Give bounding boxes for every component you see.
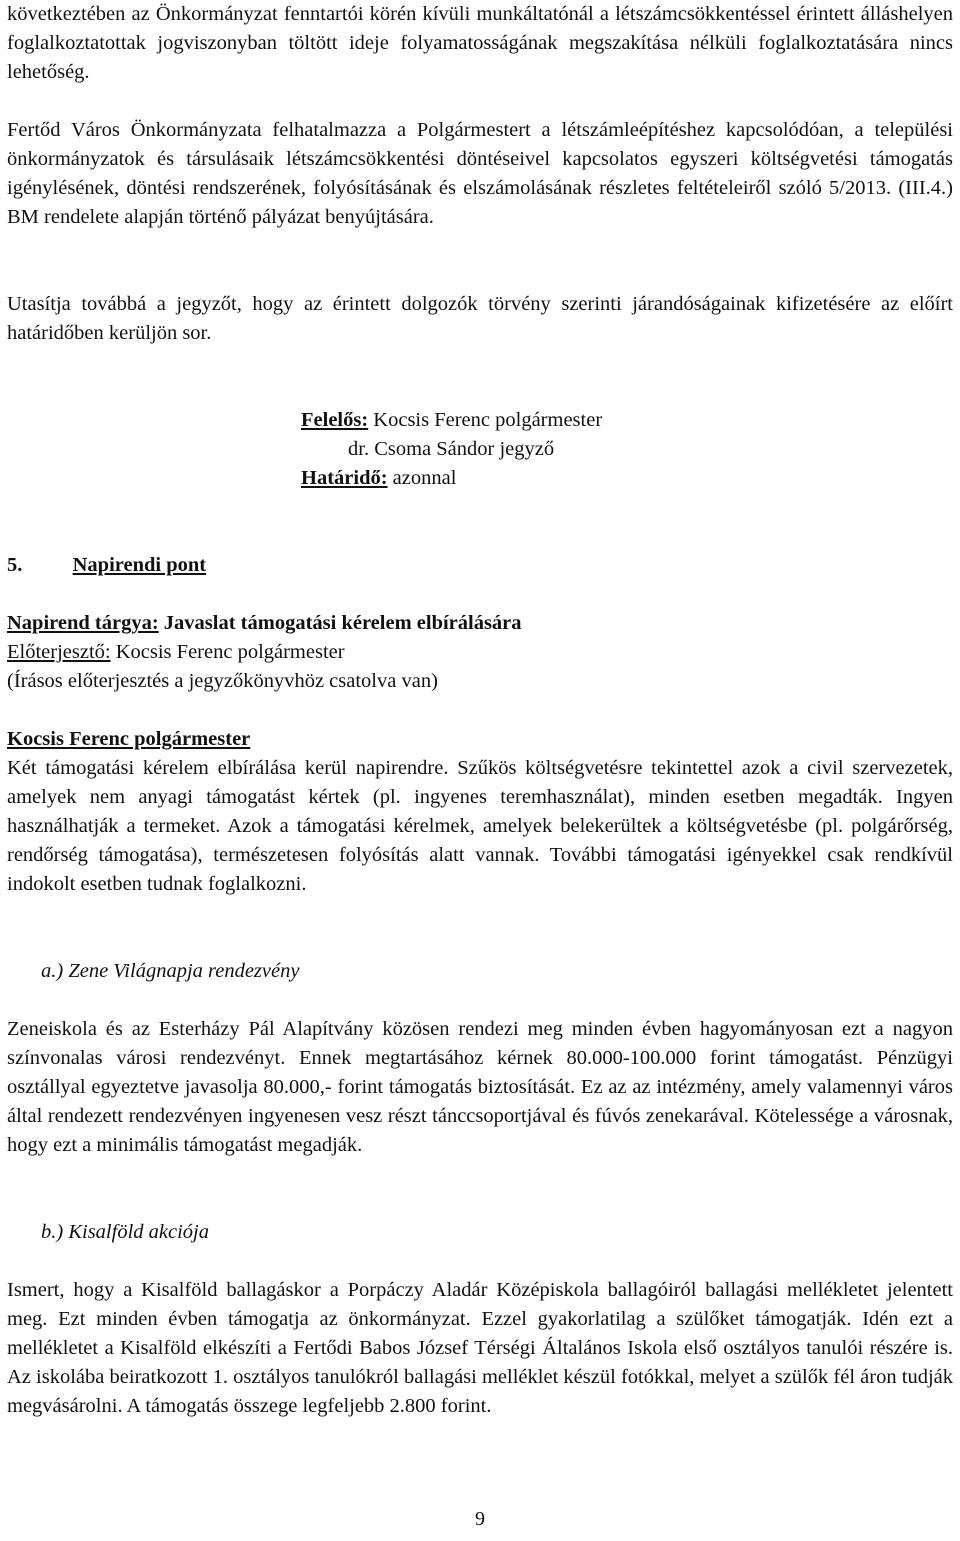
- responsible-line: [301, 406, 602, 435]
- deadline-line: [301, 464, 456, 493]
- item-b-title: Kisalföld akciója: [68, 1221, 209, 1243]
- deadline-label: Határidő:: [301, 467, 388, 489]
- agenda-presenter: [7, 638, 345, 667]
- item-a-title: Zene Világnapja rendezvény: [68, 960, 300, 982]
- page-number: 9: [475, 1508, 485, 1530]
- responsible-name-2: dr. Csoma Sándor jegyző: [348, 438, 555, 460]
- speaker-name: Kocsis Ferenc polgármester: [7, 728, 251, 750]
- instruction-paragraph: Utasítja továbbá a jegyzőt, hogy az érintett dolgozók törvény szerinti járandóságainak kifizetésére az előírt határidőben kerüljön sor.: [7, 293, 953, 344]
- item-b-heading: [41, 1218, 209, 1247]
- item-a-marker: a.): [41, 960, 64, 982]
- responsible-label: Felelős:: [301, 409, 369, 431]
- agenda-presenter-value: Kocsis Ferenc polgármester: [115, 641, 345, 663]
- item-a-paragraph: Zeneiskola és az Esterházy Pál Alapítvány közösen rendezi meg minden évben hagyományosan ezt a nagyon színvonalas városi rendezvényt. Ennek megtartásához kérnek 80.000-100.000 forint támogatást. Pénzügyi osztállyal egyeztetve javasolja 80.000,- forint támogatás biztosítását. Ez az az intézmény, amely valamennyi város által rendezett rendezvényen ingyenesen vesz részt tánccsoportjával és fúvós zenekarával. Kötelessége a városnak, hogy ezt a minimális támogatást megadják.: [7, 1018, 953, 1156]
- agenda-subject-label: Napirend tárgya:: [7, 612, 159, 634]
- agenda-title: Napirendi pont: [72, 554, 207, 576]
- agenda-presenter-label: Előterjesztő:: [7, 641, 111, 663]
- agenda-subject: [7, 609, 522, 638]
- agenda-attachment-note: (Írásos előterjesztés a jegyzőkönyvhöz csatolva van): [7, 670, 438, 692]
- authorization-paragraph: Fertőd Város Önkormányzata felhatalmazza a Polgármestert a létszámleépítéshez kapcsolódóan, a települési önkormányzatok és társulásaik létszámcsökkentési döntéseivel kapcsolatos egyszeri költségvetési támogatás igénylésének, döntési rendszerének, folyósításának és elszámolásának részletes feltételeiről szóló 5/2013. (III.4.) BM rendelete alapján történő pályázat benyújtására.: [7, 119, 953, 228]
- responsible-name: Kocsis Ferenc polgármester: [373, 409, 603, 431]
- agenda-number: 5.: [7, 554, 23, 576]
- responsible-line-2: [348, 435, 554, 464]
- item-a-heading: [41, 957, 299, 986]
- speech-paragraph: Két támogatási kérelem elbírálása kerül napirendre. Szűkös költségvetésre tekintettel azok a civil szervezetek, amelyek nem anyagi támogatást kértek (pl. ingyenes teremhasználat), minden esetben megadták. Ingyen használhatják a termeket. Azok a támogatási kérelmek, amelyek belekerültek a költségvetésbe (pl. polgárőrség, rendőrség támogatása), természetesen folyósítás alatt vannak. További támogatási igényekkel csak rendkívül indokolt esetben tudnak foglalkozni.: [7, 757, 953, 895]
- agenda-heading: [7, 551, 206, 580]
- item-b-marker: b.): [41, 1221, 64, 1243]
- agenda-subject-value: Javaslat támogatási kérelem elbírálására: [163, 612, 522, 634]
- deadline-value: azonnal: [392, 467, 457, 489]
- item-b-paragraph: Ismert, hogy a Kisalföld ballagáskor a Porpáczy Aladár Középiskola ballagóiról ballagási mellékletet jelentett meg. Ezt minden évben támogatja az önkormányzat. Ezzel gyakorlatilag a szülőket támogatják. Idén ezt a mellékletet a Kisalföld elkészíti a Fertődi Babos József Térségi Általános Iskola első osztályos tanulói részére is. Az iskolába beiratkozott 1. osztályos tanulókról ballagási melléklet készül fotókkal, melyet a szülők fél áron tudják megvásárolni. A támogatás összege legfeljebb 2.800 forint.: [7, 1279, 953, 1417]
- intro-continuation-paragraph: következtében az Önkormányzat fenntartói körén kívüli munkáltatónál a létszámcsökkentéssel érintett álláshelyen foglalkoztatottak jogviszonyban töltött ideje folyamatosságának megszakítása nélküli foglalkoztatására nincs lehetőség.: [7, 3, 953, 83]
